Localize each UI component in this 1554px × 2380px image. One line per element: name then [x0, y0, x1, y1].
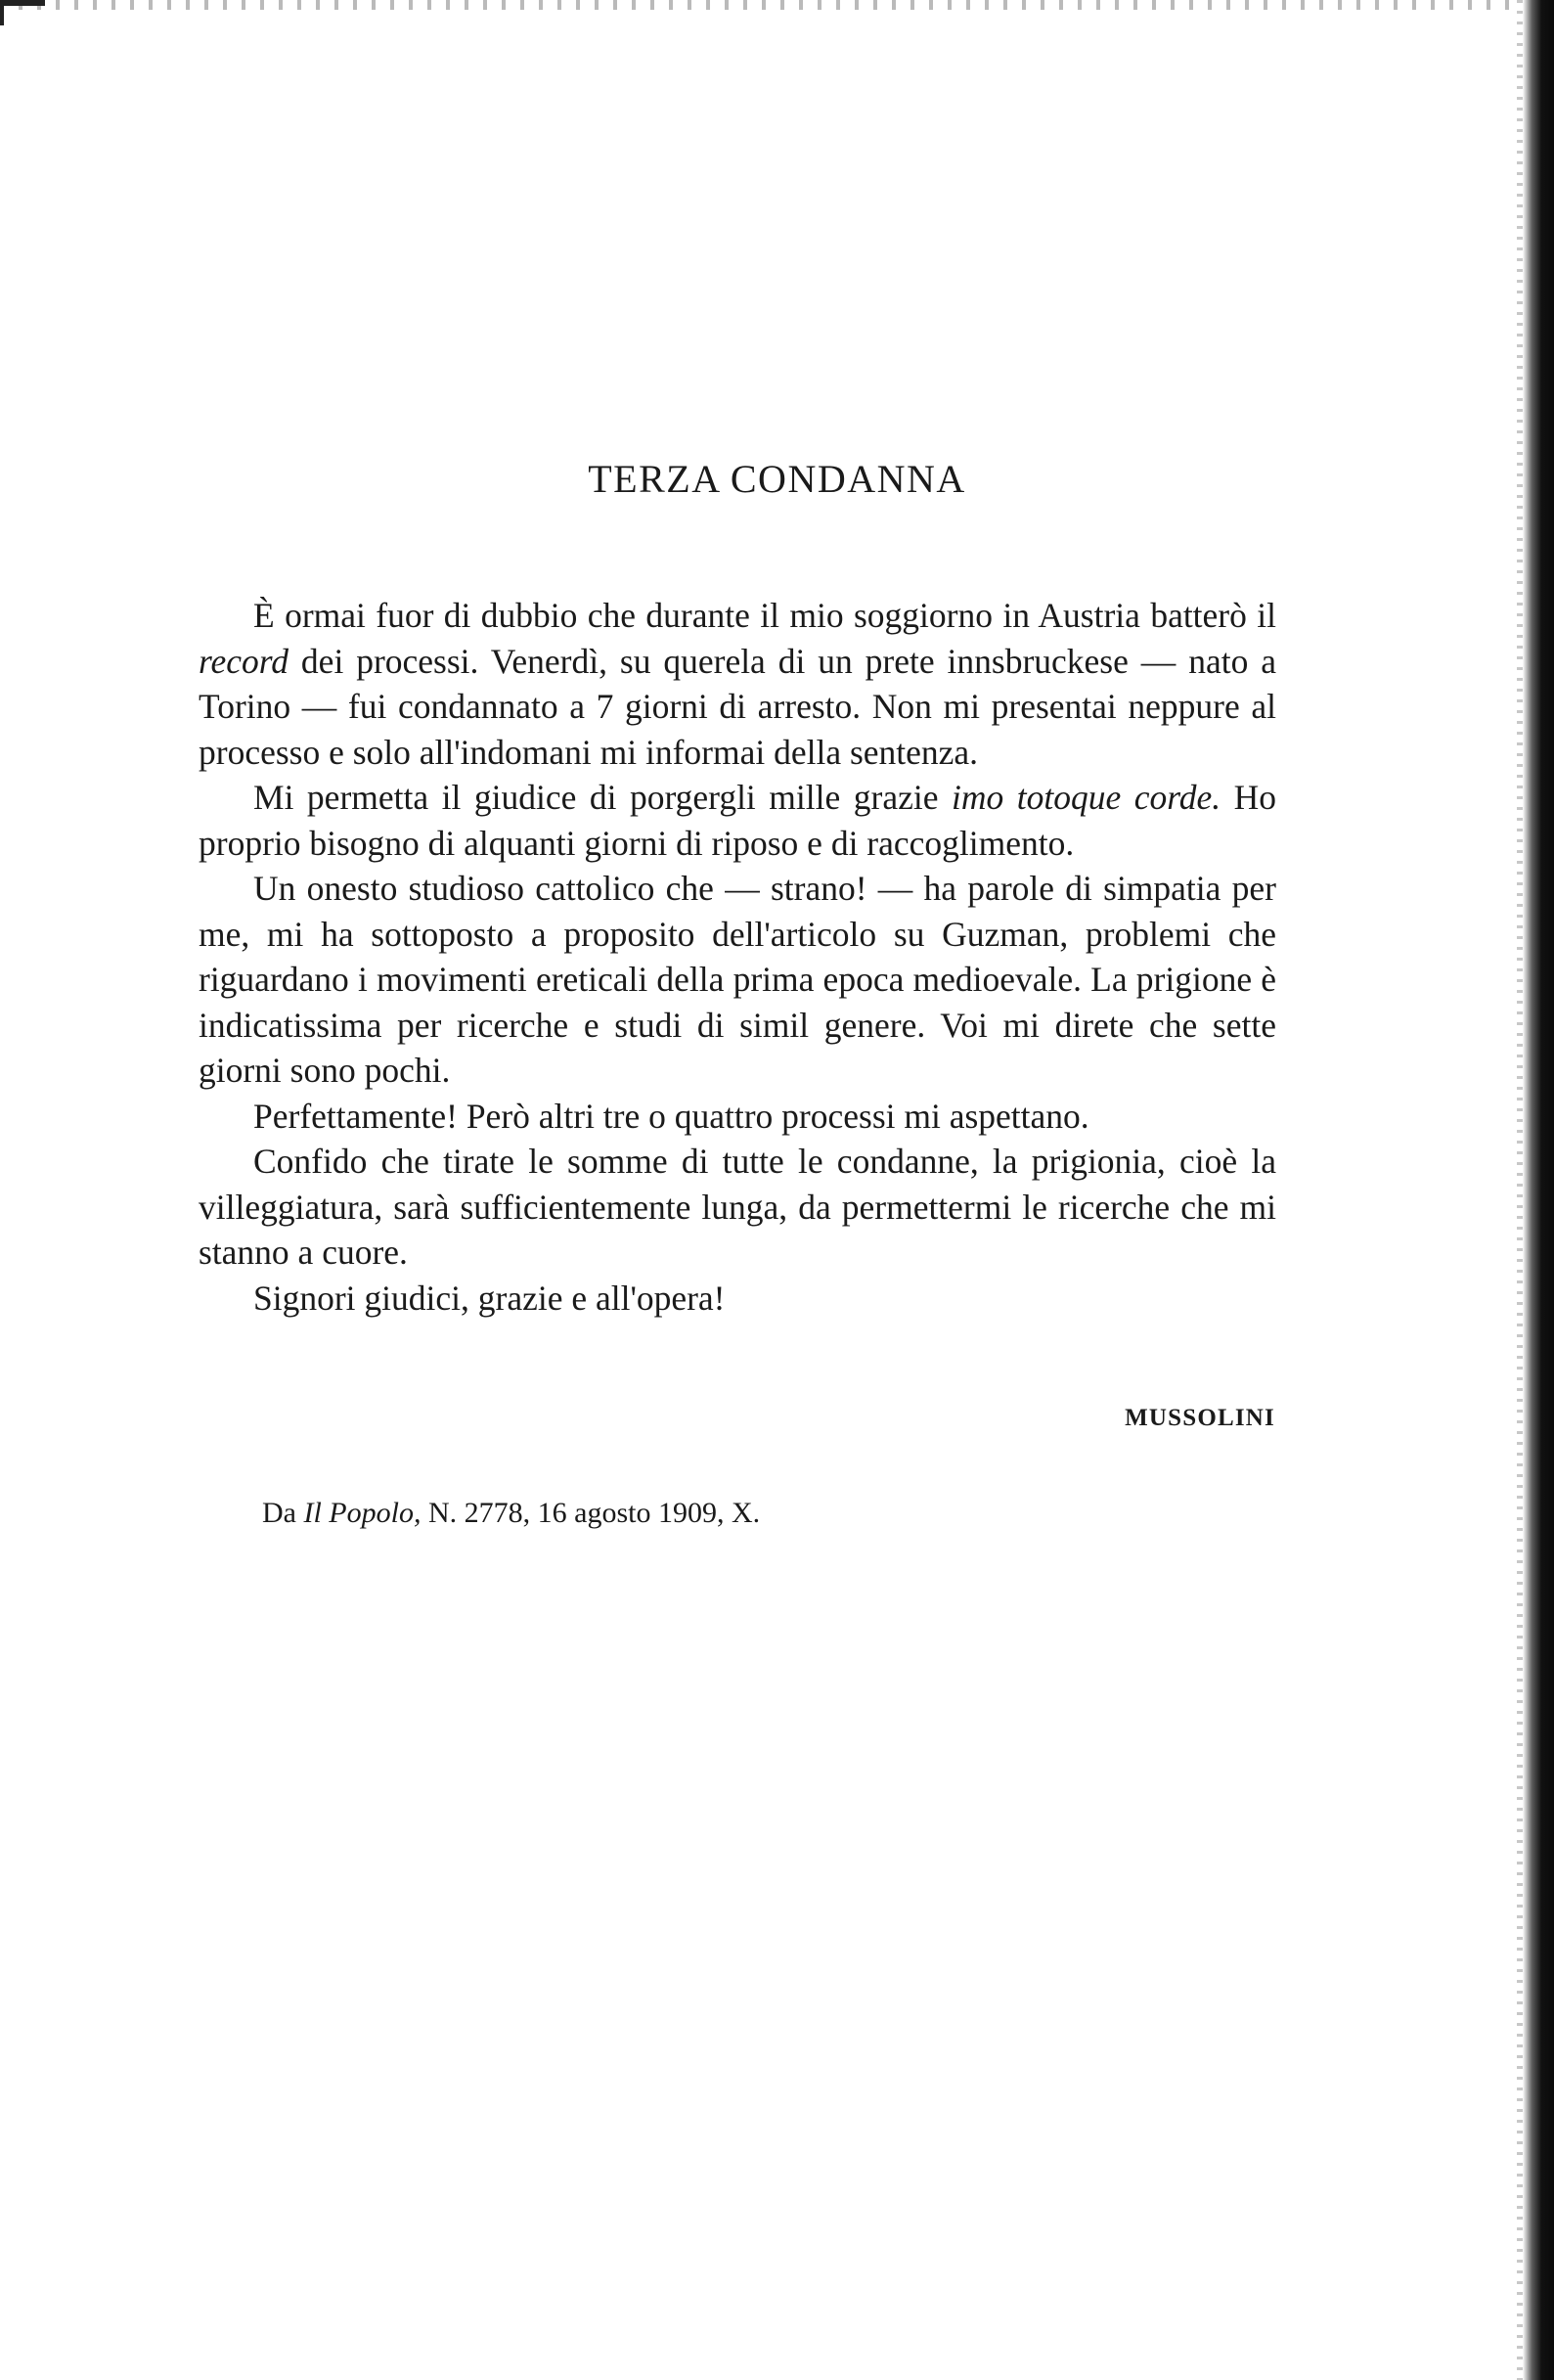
paragraph-1-italic-record: record	[199, 641, 289, 681]
paragraph-4-text: Perfettamente! Però altri tre o quattro processi mi aspettano.	[253, 1096, 1089, 1136]
paragraph-2-text-b: Ho proprio bisogno di alquanti giorni di riposo e di raccoglimento.	[199, 778, 1276, 863]
paragraph-1-text-a: È ormai fuor di dubbio che durante il mio soggiorno in Austria batterò il	[253, 596, 1276, 635]
source-details: N. 2778, 16 agosto 1909, X.	[421, 1497, 761, 1529]
paragraph-2-italic-latin: imo totoque corde.	[951, 778, 1221, 817]
scan-artifact-corner	[0, 0, 45, 6]
paragraph-3	[199, 866, 1276, 1094]
scan-artifact-top	[0, 0, 1554, 10]
source-prefix: Da	[262, 1497, 304, 1529]
paragraph-4	[199, 1094, 1276, 1140]
paragraph-5-text: Confido che tirate le somme di tutte le condanne, la prigionia, cioè la villeggiatura, sarà sufficientemente lunga, da permettermi le ricerche che mi stanno a cuore.	[199, 1142, 1276, 1272]
paragraph-6-text: Signori giudici, grazie e all'opera!	[253, 1278, 726, 1318]
article-body	[199, 593, 1276, 1321]
paragraph-5	[199, 1139, 1276, 1276]
paragraph-2-text-a: Mi permetta il giudice di porgergli mille grazie	[253, 778, 952, 817]
page-title: TERZA CONDANNA	[588, 457, 966, 501]
paragraph-3-text: Un onesto studioso cattolico che — strano! — ha parole di simpatia per me, mi ha sottoposto a proposito dell'articolo su Guzman, problemi che riguardano i movimenti ereticali della prima epoca medioevale. La prigione è indicatissima per ricerche e studi di simil genere. Voi mi direte che sette giorni sono pochi.	[199, 869, 1276, 1090]
paragraph-2	[199, 775, 1276, 866]
scan-artifact-binding-edge	[1523, 0, 1554, 2380]
paragraph-6	[199, 1276, 1276, 1322]
paragraph-1	[199, 593, 1276, 775]
paragraph-1-text-b: dei processi. Venerdì, su querela di un prete innsbruckese — nato a Torino — fui condannato a 7 giorni di arresto. Non mi presentai neppure al processo e solo all'indomani mi informai della sentenza.	[199, 641, 1276, 772]
source-publication: Il Popolo,	[303, 1497, 422, 1529]
scan-artifact-corner-vertical	[0, 0, 4, 25]
source-citation	[262, 1497, 760, 1530]
author-signature: MUSSOLINI	[1125, 1405, 1275, 1431]
